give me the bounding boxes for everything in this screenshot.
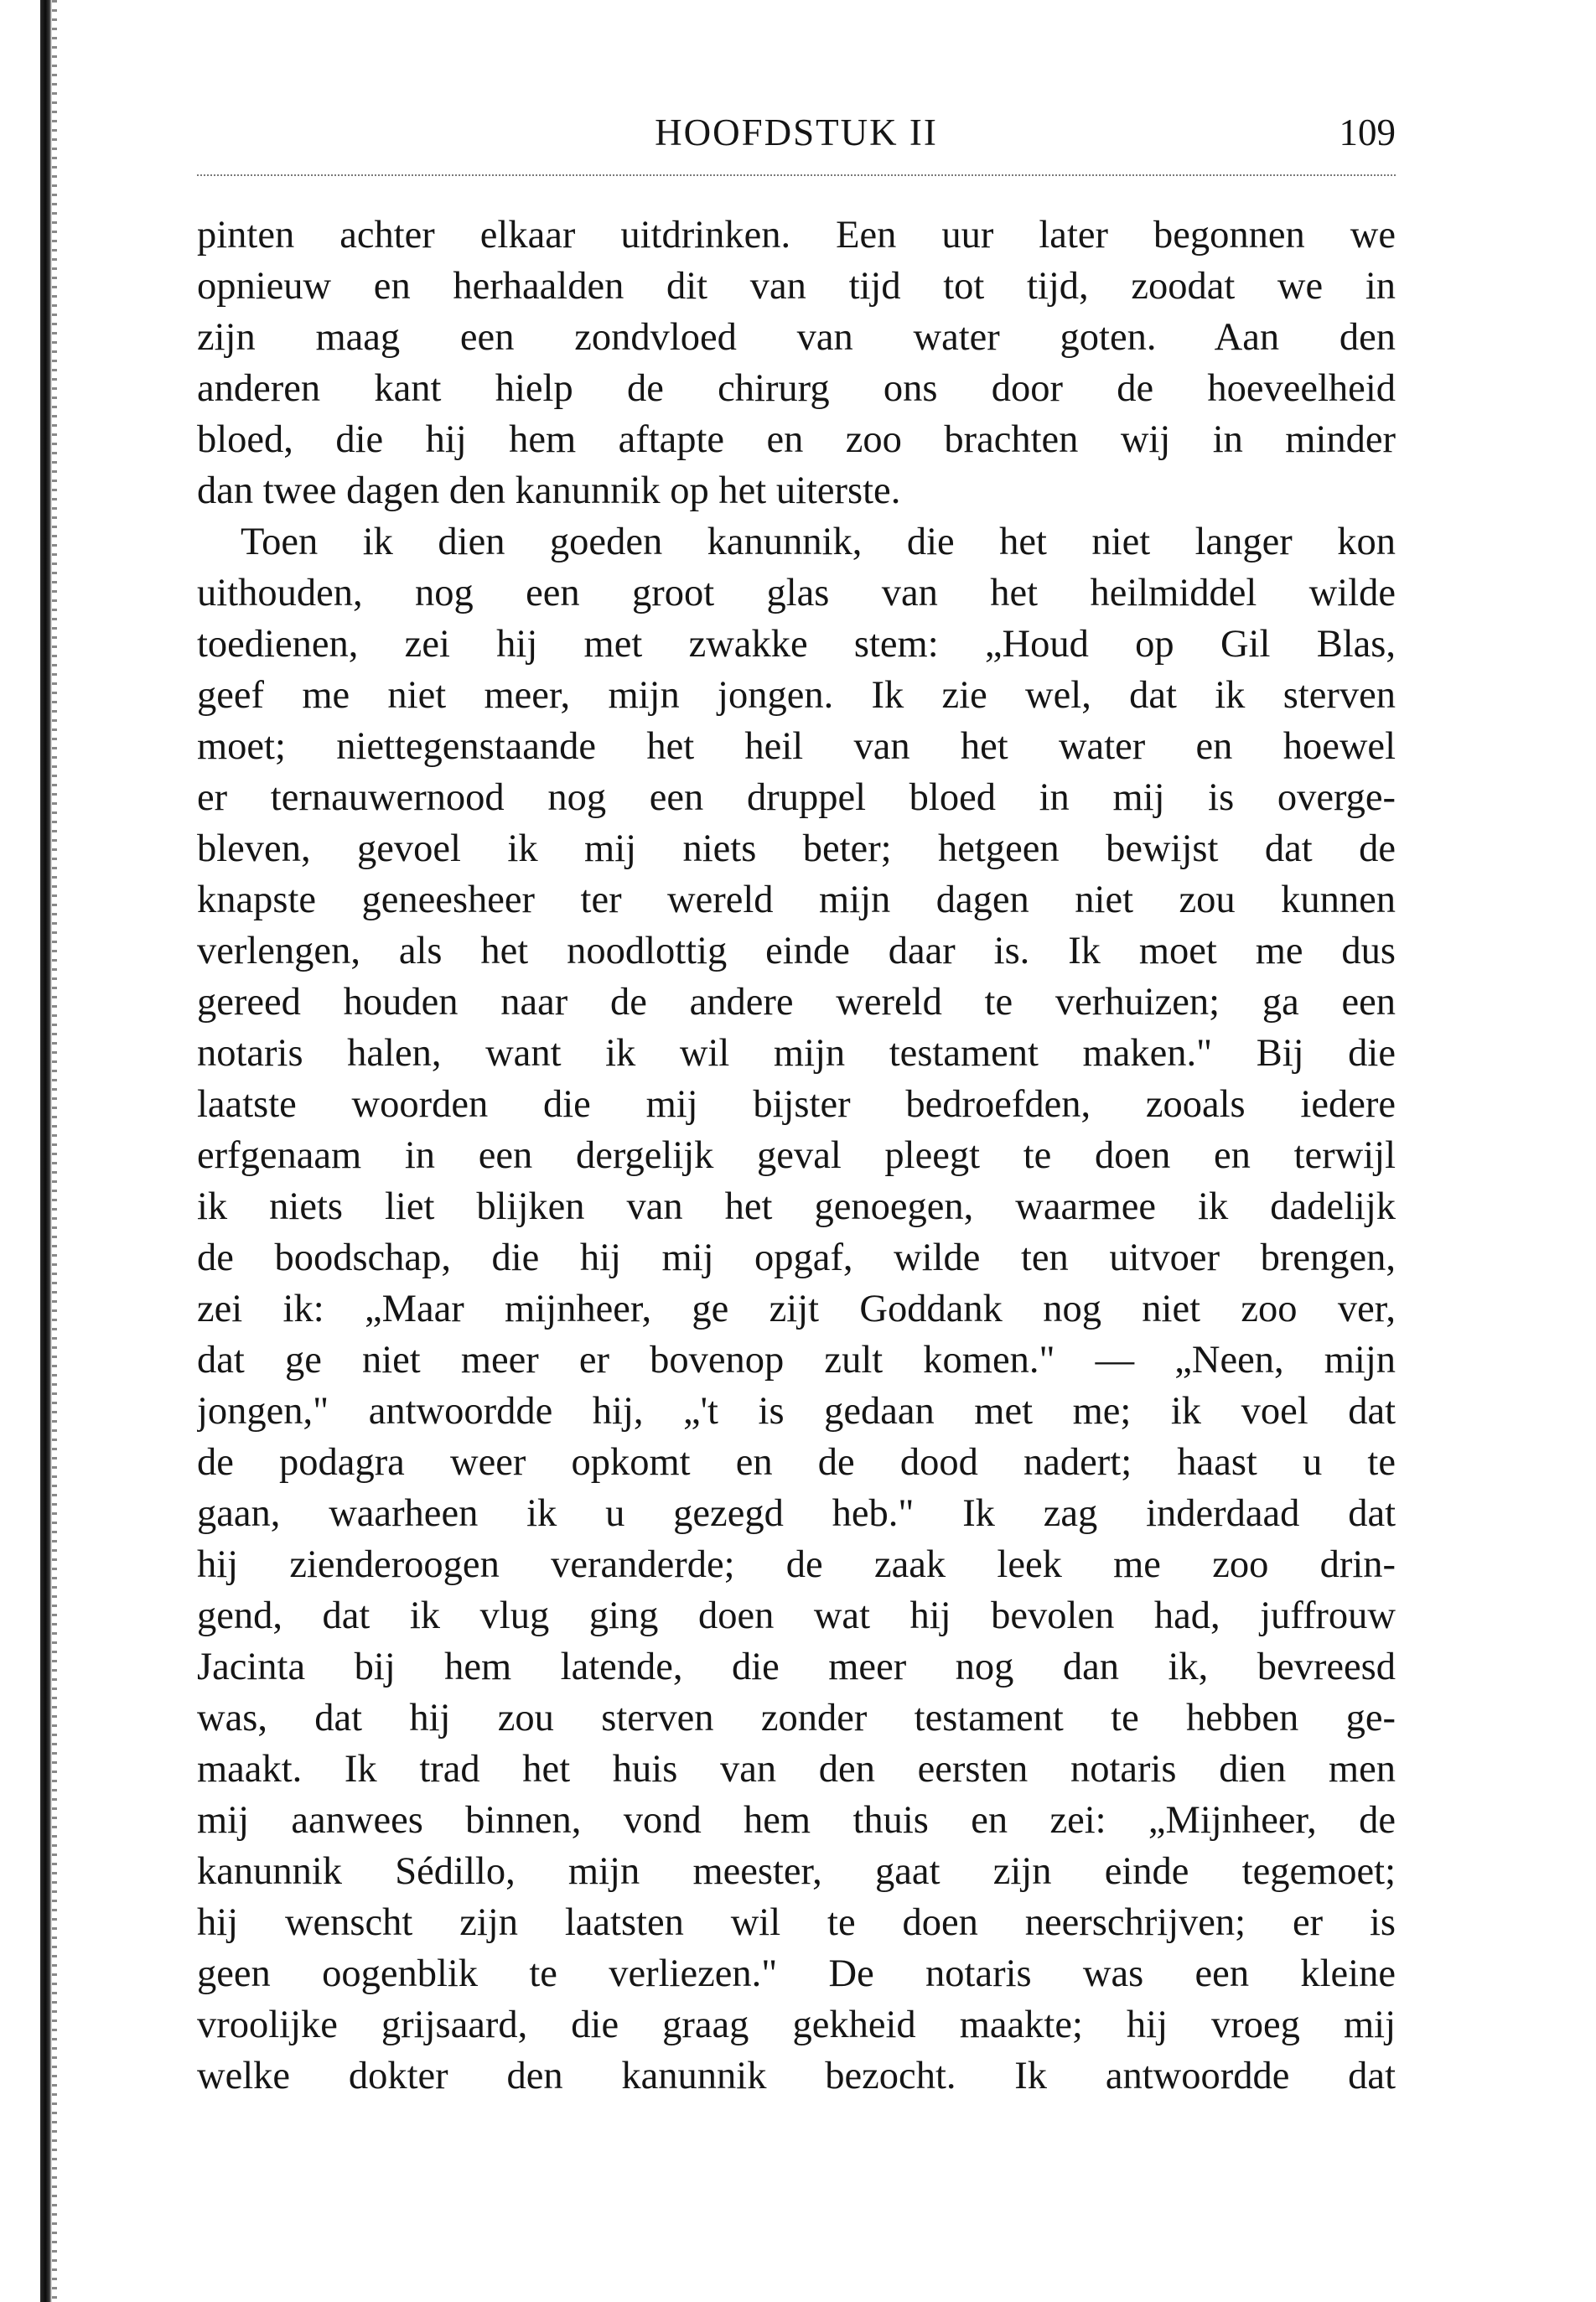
text-line: de podagra weer opkomt en de dood nadert; haast u te <box>197 1441 1396 1484</box>
book-spine-edge <box>52 0 57 2302</box>
text-line: kanunnik Sédillo, mijn meester, gaat zijn einde tegemoet; <box>197 1850 1396 1893</box>
text-line: de boodschap, die hij mij opgaf, wilde ten uitvoer brengen, <box>197 1237 1396 1279</box>
page-header <box>197 107 1396 158</box>
text-line: er ternauwernood nog een druppel bloed in mij is overge- <box>197 776 1396 819</box>
text-line: maakt. Ik trad het huis van den eersten notaris dien men <box>197 1748 1396 1791</box>
text-line: laatste woorden die mij bijster bedroefden, zooals iedere <box>197 1083 1396 1126</box>
text-line: Jacinta bij hem latende, die meer nog dan ik, bevreesd <box>197 1646 1396 1688</box>
text-line: pinten achter elkaar uitdrinken. Een uur later begonnen we <box>197 214 1396 257</box>
text-line: was, dat hij zou sterven zonder testament te hebben ge- <box>197 1697 1396 1739</box>
text-line: ik niets liet blijken van het genoegen, waarmee ik dadelijk <box>197 1185 1396 1228</box>
text-line: gereed houden naar de andere wereld te verhuizen; ga een <box>197 981 1396 1024</box>
text-line: jongen," antwoordde hij, „'t is gedaan met me; ik voel dat <box>197 1390 1396 1433</box>
running-head: HOOFDSTUK II <box>655 111 938 153</box>
text-line: gend, dat ik vlug ging doen wat hij bevolen had, juffrouw <box>197 1594 1396 1637</box>
text-line: uithouden, nog een groot glas van het heilmiddel wilde <box>197 572 1396 614</box>
text-line: zijn maag een zondvloed van water goten. Aan den <box>197 316 1396 359</box>
text-line: zei ik: „Maar mijnheer, ge zijt Goddank nog niet zoo ver, <box>197 1288 1396 1330</box>
page-number: 109 <box>1339 111 1396 153</box>
text-line: toedienen, zei hij met zwakke stem: „Houd op Gil Blas, <box>197 623 1396 666</box>
text-line: hij zienderoogen veranderde; de zaak leek me zoo drin- <box>197 1543 1396 1586</box>
text-line: dat ge niet meer er bovenop zult komen." — „Neen, mijn <box>197 1339 1396 1382</box>
text-line: geef me niet meer, mijn jongen. Ik zie wel, dat ik sterven <box>197 674 1396 717</box>
text-line: opnieuw en herhaalden dit van tijd tot tijd, zoodat we in <box>197 265 1396 308</box>
text-line: verlengen, als het noodlottig einde daar is. Ik moet me dus <box>197 930 1396 972</box>
text-line: vroolijke grijsaard, die graag gekheid maakte; hij vroeg mij <box>197 2004 1396 2046</box>
text-line: Toen ik dien goeden kanunnik, die het niet langer kon <box>241 521 1396 563</box>
text-line: erfgenaam in een dergelijk geval pleegt te doen en terwijl <box>197 1134 1396 1177</box>
book-spine-shadow <box>40 0 52 2302</box>
body-text <box>197 210 1396 2102</box>
text-line: welke dokter den kanunnik bezocht. Ik antwoordde dat <box>197 2055 1396 2097</box>
header-rule <box>197 174 1396 176</box>
text-line: mij aanwees binnen, vond hem thuis en zei: „Mijnheer, de <box>197 1799 1396 1842</box>
text-line: gaan, waarheen ik u gezegd heb." Ik zag inderdaad dat <box>197 1492 1396 1535</box>
text-line: dan twee dagen den kanunnik op het uiterste. <box>197 469 901 512</box>
text-line: geen oogenblik te verliezen." De notaris was een kleine <box>197 1952 1396 1995</box>
text-line: bloed, die hij hem aftapte en zoo brachten wij in minder <box>197 418 1396 461</box>
text-line: moet; niettegenstaande het heil van het water en hoewel <box>197 725 1396 768</box>
text-line: bleven, gevoel ik mij niets beter; hetgeen bewijst dat de <box>197 827 1396 870</box>
text-line: anderen kant hielp de chirurg ons door de hoeveelheid <box>197 367 1396 410</box>
text-line: notaris halen, want ik wil mijn testament maken." Bij die <box>197 1032 1396 1075</box>
text-line: hij wenscht zijn laatsten wil te doen neerschrijven; er is <box>197 1901 1396 1944</box>
text-line: knapste geneesheer ter wereld mijn dagen niet zou kunnen <box>197 879 1396 921</box>
